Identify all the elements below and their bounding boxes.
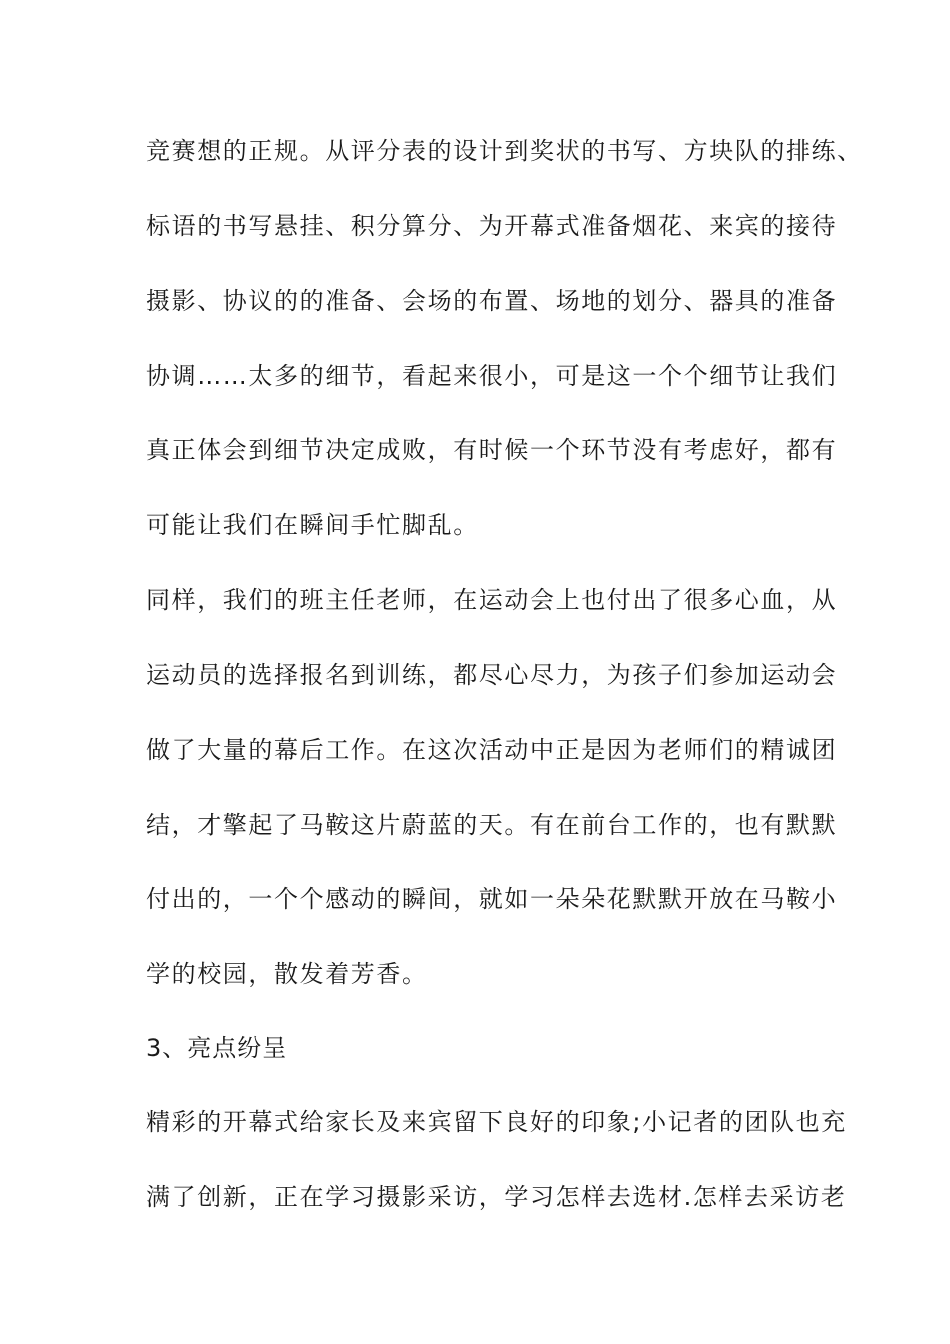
section-heading: 3、亮点纷呈 xyxy=(146,1034,288,1062)
paragraph-line: 竞赛想的正规。从评分表的设计到奖状的书写、方块队的排练、 xyxy=(146,137,863,165)
paragraph-line: 真正体会到细节决定成败，有时候一个环节没有考虑好，都有 xyxy=(146,436,838,464)
paragraph-line: 精彩的开幕式给家长及来宾留下良好的印象;小记者的团队也充 xyxy=(146,1108,847,1136)
paragraph-line: 标语的书写悬挂、积分算分、为开幕式准备烟花、来宾的接待 xyxy=(146,212,838,240)
paragraph-line: 摄影、协议的的准备、会场的布置、场地的划分、器具的准备 xyxy=(146,287,838,315)
paragraph-line: 满了创新，正在学习摄影采访，学习怎样去选材.怎样去采访老 xyxy=(146,1183,847,1211)
paragraph-line: 付出的，一个个感动的瞬间，就如一朵朵花默默开放在马鞍小 xyxy=(146,885,838,913)
paragraph-line: 协调……太多的细节，看起来很小，可是这一个个细节让我们 xyxy=(146,362,838,390)
paragraph-line: 运动员的选择报名到训练，都尽心尽力，为孩子们参加运动会 xyxy=(146,661,838,689)
paragraph-line: 结，才擎起了马鞍这片蔚蓝的天。有在前台工作的，也有默默 xyxy=(146,811,838,839)
paragraph-line: 同样，我们的班主任老师，在运动会上也付出了很多心血，从 xyxy=(146,586,838,614)
paragraph-line: 做了大量的幕后工作。在这次活动中正是因为老师们的精诚团 xyxy=(146,736,838,764)
paragraph-line: 可能让我们在瞬间手忙脚乱。 xyxy=(146,511,479,539)
paragraph-line: 学的校园，散发着芳香。 xyxy=(146,960,428,988)
